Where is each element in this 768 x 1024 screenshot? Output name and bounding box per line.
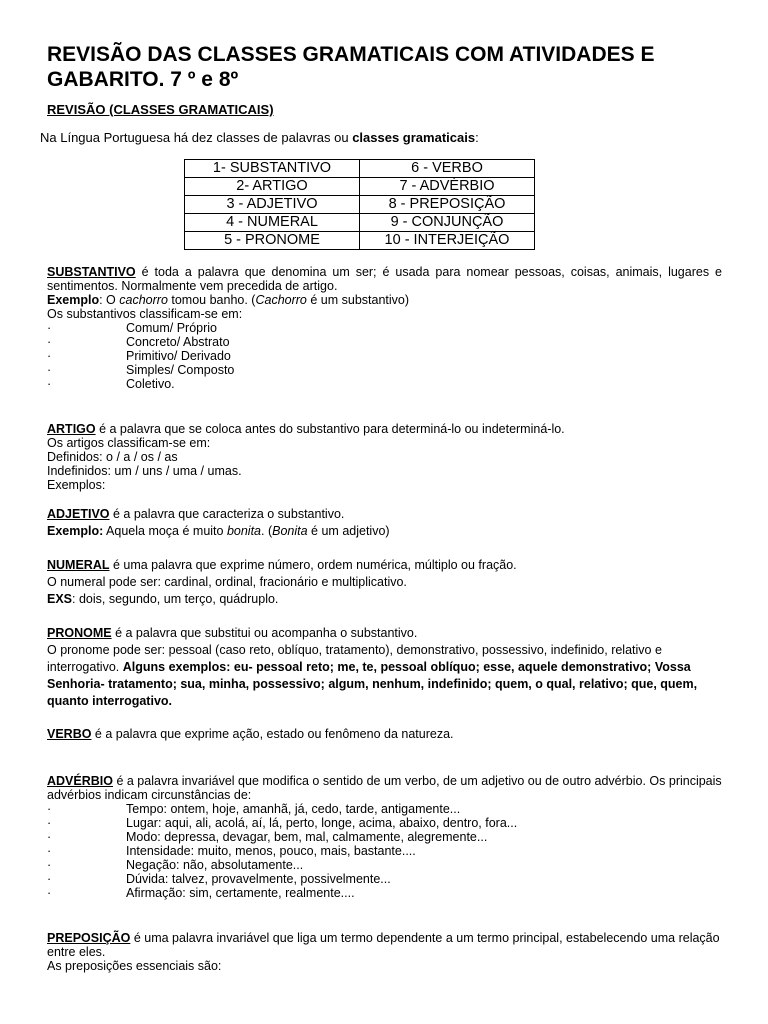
definition-text: é a palavra que substitui ou acompanha o substantivo. [111, 626, 418, 640]
term-adjetivo: ADJETIVO [47, 507, 110, 521]
adjetivo-example [47, 523, 722, 540]
pronome-bold: Alguns exemplos [122, 660, 227, 674]
substantivo-definition [47, 265, 722, 293]
list-item-text: Afirmação: sim, certamente, realmente.... [126, 886, 355, 900]
table-cell: 5 - PRONOME [185, 232, 360, 250]
numeral-line: O numeral pode ser: cardinal, ordinal, fracionário e multiplicativo. [47, 575, 407, 589]
table-cell: 7 - ADVÉRBIO [360, 178, 535, 196]
substantivo-class-intro: Os substantivos classificam-se em: [47, 307, 243, 321]
list-item-text: Coletivo. [126, 377, 175, 391]
bullet-icon: · [47, 363, 52, 377]
substantivo-section [47, 265, 722, 391]
list-item [47, 830, 722, 844]
list-item [47, 349, 722, 363]
example-italic: Cachorro [255, 293, 307, 307]
adjetivo-definition [47, 506, 722, 523]
list-item [47, 844, 722, 858]
numeral-definition [47, 557, 722, 574]
bullet-icon: · [47, 872, 52, 886]
table-cell: 4 - NUMERAL [185, 214, 360, 232]
example-text: é um substantivo) [306, 293, 410, 307]
term-preposicao: PREPOSIÇÃO [47, 931, 131, 945]
section-subtitle: REVISÃO (CLASSES GRAMATICAIS) [47, 102, 274, 117]
bullet-icon: · [47, 816, 52, 830]
table-row [185, 214, 535, 232]
term-adverbio: ADVÉRBIO [47, 774, 113, 788]
definition-text: é a palavra que exprime ação, estado ou fenômeno da natureza. [91, 727, 454, 741]
word-classes-table [184, 159, 535, 250]
numeral-section [47, 557, 722, 608]
list-item-text: Negação: não, absolutamente... [126, 858, 304, 872]
bullet-icon: · [47, 335, 52, 349]
table-row [185, 178, 535, 196]
table-row [185, 232, 535, 250]
pronome-definition [47, 625, 722, 642]
artigo-line: Indefinidos: um / uns / uma / umas. [47, 464, 242, 478]
artigo-definition [47, 422, 722, 436]
term-substantivo: SUBSTANTIVO [47, 265, 136, 279]
list-item-text: Tempo: ontem, hoje, amanhã, já, cedo, tarde, antigamente... [126, 802, 461, 816]
term-pronome: PRONOME [47, 626, 112, 640]
example-italic: Bonita [272, 524, 308, 538]
bullet-icon: · [47, 802, 52, 816]
table-cell: 3 - ADJETIVO [185, 196, 360, 214]
table-cell: 10 - INTERJEIÇÃO [360, 232, 535, 250]
list-item-text: Simples/ Composto [126, 363, 235, 377]
bullet-icon: · [47, 377, 52, 391]
artigo-section [47, 422, 722, 492]
definition-text: é toda a palavra que denomina um ser; é usada para nomear pessoas, coisas, animais, lugares e sentimentos. Normalmente vem precedida de artigo. [47, 265, 722, 293]
table-cell: 6 - VERBO [360, 160, 535, 178]
example-text: . ( [261, 524, 273, 538]
substantivo-example [47, 293, 722, 307]
table-cell: 1- SUBSTANTIVO [185, 160, 360, 178]
pronome-examples: eu- pessoal reto; me, te, pessoal oblíquo; esse, aquele demonstrativo; Vossa Senhoria- tratamento; sua, minha, possessivo; algum, nenhum, indefinido; quem, o qual, relativo; que, quem, quanto interrogativo. [47, 660, 698, 708]
table-cell: 9 - CONJUNÇÃO [360, 214, 535, 232]
list-item-text: Modo: depressa, devagar, bem, mal, calmamente, alegremente... [126, 830, 488, 844]
term-artigo: ARTIGO [47, 422, 96, 436]
list-item-text: Dúvida: talvez, provavelmente, possivelmente... [126, 872, 391, 886]
verbo-definition [47, 726, 722, 743]
preposicao-definition [47, 931, 722, 959]
intro-text: Na Língua Portuguesa há dez classes de palavras ou [40, 130, 353, 145]
example-label: Exemplo [47, 293, 100, 307]
document-title: REVISÃO DAS CLASSES GRAMATICAIS COM ATIVIDADES E GABARITO. 7 º e 8º [47, 43, 655, 91]
definition-text: é uma palavra invariável que liga um termo dependente a um termo principal, estabelecendo uma relação entre eles. [47, 931, 720, 959]
preposicao-section [47, 931, 722, 973]
adverbio-section [47, 774, 722, 900]
list-item [47, 321, 722, 335]
example-text: : O [99, 293, 120, 307]
table-row [185, 160, 535, 178]
verbo-section [47, 726, 722, 743]
example-text: é um adjetivo) [307, 524, 390, 538]
list-item [47, 872, 722, 886]
bullet-icon: · [47, 858, 52, 872]
list-item [47, 377, 722, 391]
list-item [47, 363, 722, 377]
definition-text: é a palavra invariável que modifica o sentido de um verbo, de um adjetivo ou de outro advérbio. Os principais advérbios indicam circunstâncias de: [47, 774, 722, 802]
term-verbo: VERBO [47, 727, 92, 741]
example-label: EXS [47, 592, 73, 606]
intro-bold: classes gramaticais [352, 130, 476, 145]
intro-end: : [475, 130, 479, 145]
list-item-text: Concreto/ Abstrato [126, 335, 230, 349]
list-item [47, 816, 722, 830]
list-item-text: Comum/ Próprio [126, 321, 217, 335]
example-label: Exemplo: [47, 524, 104, 538]
list-item [47, 886, 722, 900]
example-text: tomou banho. ( [167, 293, 256, 307]
list-item-text: Primitivo/ Derivado [126, 349, 231, 363]
artigo-line: Exemplos: [47, 478, 106, 492]
term-numeral: NUMERAL [47, 558, 110, 572]
list-item [47, 858, 722, 872]
preposicao-line: As preposições essenciais são: [47, 959, 222, 973]
list-item-text: Intensidade: muito, menos, pouco, mais, bastante.... [126, 844, 416, 858]
intro-paragraph [40, 130, 479, 145]
bullet-icon: · [47, 321, 52, 335]
list-item [47, 335, 722, 349]
definition-text: é a palavra que se coloca antes do substantivo para determiná-lo ou indeterminá-lo. [95, 422, 565, 436]
table-row [185, 196, 535, 214]
bullet-icon: · [47, 886, 52, 900]
list-item [47, 802, 722, 816]
bullet-icon: · [47, 830, 52, 844]
bullet-icon: · [47, 349, 52, 363]
artigo-line: Definidos: o / a / os / as [47, 450, 178, 464]
example-italic: cachorro [119, 293, 168, 307]
example-text: : dois, segundo, um terço, quádruplo. [72, 592, 279, 606]
adjetivo-section [47, 506, 722, 540]
list-item-text: Lugar: aqui, ali, acolá, aí, lá, perto, longe, acima, abaixo, dentro, fora... [126, 816, 518, 830]
pronome-colon: : [226, 660, 234, 674]
numeral-examples [47, 591, 722, 608]
definition-text: é uma palavra que exprime número, ordem numérica, múltiplo ou fração. [109, 558, 517, 572]
pronome-body [47, 642, 722, 710]
table-cell: 2- ARTIGO [185, 178, 360, 196]
example-italic: bonita [226, 524, 262, 538]
definition-text: é a palavra que caracteriza o substantivo. [109, 507, 345, 521]
artigo-line: Os artigos classificam-se em: [47, 436, 211, 450]
table-cell: 8 - PREPOSIÇÃO [360, 196, 535, 214]
bullet-icon: · [47, 844, 52, 858]
example-text: Aquela moça é muito [103, 524, 227, 538]
pronome-section [47, 625, 722, 710]
pronome-text: O pronome pode ser: pessoal (caso reto, oblíquo, tratamento), demonstrativo, possessivo, indefinido, relativo e interrogativo. [47, 643, 662, 674]
adverbio-definition [47, 774, 722, 802]
